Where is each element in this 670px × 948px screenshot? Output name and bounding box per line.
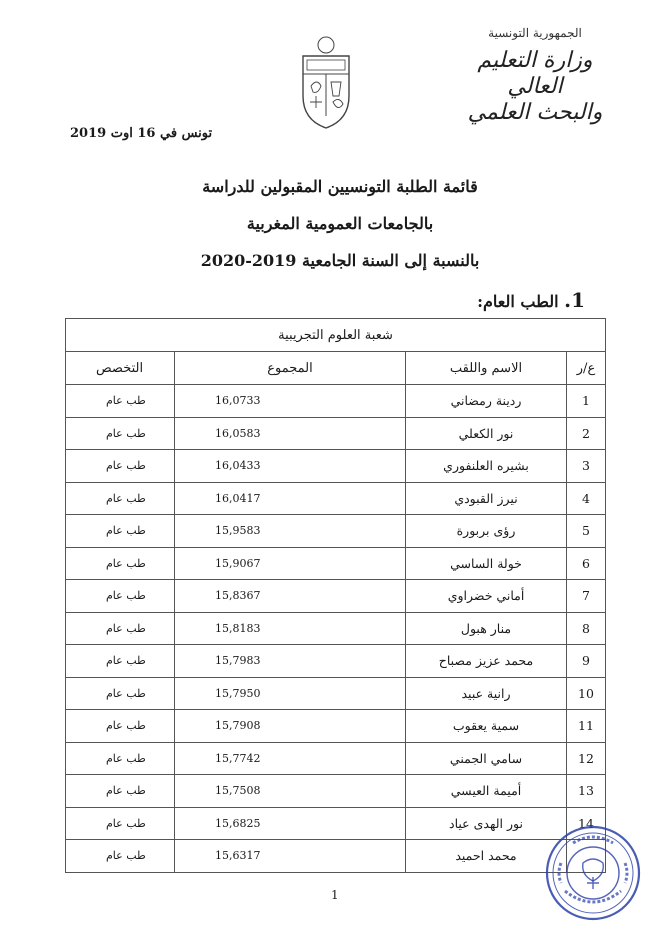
student-score: 16,0417 bbox=[175, 482, 406, 515]
table-row bbox=[66, 807, 606, 840]
title-line-2: بالجامعات العمومية المغربية bbox=[246, 214, 434, 233]
row-number: 8 bbox=[567, 612, 606, 645]
student-specialty: طب عام bbox=[66, 742, 175, 775]
student-score: 15,7742 bbox=[175, 742, 406, 775]
table-body bbox=[66, 385, 606, 873]
row-number: 5 bbox=[567, 515, 606, 548]
document-title bbox=[140, 168, 540, 279]
student-specialty: طب عام bbox=[66, 385, 175, 418]
row-number: 11 bbox=[567, 710, 606, 743]
student-score: 15,7508 bbox=[175, 775, 406, 808]
student-name: أماني خضراوي bbox=[406, 580, 567, 613]
student-score: 16,0433 bbox=[175, 450, 406, 483]
row-number: 10 bbox=[567, 677, 606, 710]
student-specialty: طب عام bbox=[66, 450, 175, 483]
ministry-seal-stamp-icon bbox=[543, 823, 643, 923]
student-specialty: طب عام bbox=[66, 482, 175, 515]
student-score: 16,0733 bbox=[175, 385, 406, 418]
student-score: 15,6825 bbox=[175, 807, 406, 840]
table-row bbox=[66, 417, 606, 450]
table-row bbox=[66, 580, 606, 613]
table-row bbox=[66, 482, 606, 515]
student-score: 15,8367 bbox=[175, 580, 406, 613]
student-name: نيرز القبودي bbox=[406, 482, 567, 515]
section-label: الطب العام: bbox=[477, 292, 559, 311]
student-score: 16,0583 bbox=[175, 417, 406, 450]
table-row bbox=[66, 775, 606, 808]
row-number: 12 bbox=[567, 742, 606, 775]
table-row bbox=[66, 385, 606, 418]
student-score: 15,7950 bbox=[175, 677, 406, 710]
section-number: 1. bbox=[564, 288, 585, 312]
student-specialty: طب عام bbox=[66, 807, 175, 840]
header-name: الاسم واللقب bbox=[406, 352, 567, 385]
table-row bbox=[66, 710, 606, 743]
header-specialty: التخصص bbox=[66, 352, 175, 385]
coat-of-arms-icon bbox=[297, 34, 355, 130]
student-name: أميمة العيسي bbox=[406, 775, 567, 808]
title-line-3: بالنسبة إلى السنة الجامعية 2019-2020 bbox=[200, 251, 480, 270]
students-table bbox=[65, 318, 606, 873]
student-specialty: طب عام bbox=[66, 710, 175, 743]
ministry-header bbox=[460, 26, 610, 126]
student-score: 15,6317 bbox=[175, 840, 406, 873]
row-number: 7 bbox=[567, 580, 606, 613]
row-number: 1 bbox=[567, 385, 606, 418]
student-specialty: طب عام bbox=[66, 677, 175, 710]
table-row bbox=[66, 515, 606, 548]
row-number: 14 bbox=[567, 807, 606, 840]
student-name: محمد عزيز مصباح bbox=[406, 645, 567, 678]
student-specialty: طب عام bbox=[66, 515, 175, 548]
ministry-name-line2: والبحث العلمي bbox=[467, 100, 603, 125]
student-name: سمية يعقوب bbox=[406, 710, 567, 743]
republic-label: الجمهورية التونسية bbox=[488, 26, 582, 40]
row-number: 3 bbox=[567, 450, 606, 483]
student-name: سامي الجمني bbox=[406, 742, 567, 775]
row-number: 4 bbox=[567, 482, 606, 515]
student-name: نور الهدى عياد bbox=[406, 807, 567, 840]
table-row bbox=[66, 840, 606, 873]
student-name: منار هبول bbox=[406, 612, 567, 645]
student-score: 15,7983 bbox=[175, 645, 406, 678]
document-date: تونس في 16 اوت 2019 bbox=[70, 126, 213, 141]
row-number: 6 bbox=[567, 547, 606, 580]
student-specialty: طب عام bbox=[66, 775, 175, 808]
table-row bbox=[66, 450, 606, 483]
row-number: 13 bbox=[567, 775, 606, 808]
student-specialty: طب عام bbox=[66, 645, 175, 678]
row-number: 9 bbox=[567, 645, 606, 678]
table-row bbox=[66, 742, 606, 775]
student-name: رؤى بربورة bbox=[406, 515, 567, 548]
table-header-row bbox=[66, 352, 606, 385]
student-specialty: طب عام bbox=[66, 840, 175, 873]
ministry-name-line1: وزارة التعليم العالي bbox=[477, 48, 593, 99]
student-score: 15,8183 bbox=[175, 612, 406, 645]
page-number: 1 bbox=[331, 888, 339, 902]
student-specialty: طب عام bbox=[66, 417, 175, 450]
student-name: خولة الساسي bbox=[406, 547, 567, 580]
student-score: 15,9583 bbox=[175, 515, 406, 548]
student-score: 15,7908 bbox=[175, 710, 406, 743]
row-number: 2 bbox=[567, 417, 606, 450]
table-caption: شعبة العلوم التجريبية bbox=[66, 319, 606, 352]
header-score: المجموع bbox=[175, 352, 406, 385]
student-specialty: طب عام bbox=[66, 580, 175, 613]
student-score: 15,9067 bbox=[175, 547, 406, 580]
student-name: ردينة رمضاني bbox=[406, 385, 567, 418]
student-name: رانية عبيد bbox=[406, 677, 567, 710]
student-specialty: طب عام bbox=[66, 612, 175, 645]
table-row bbox=[66, 645, 606, 678]
table-row bbox=[66, 612, 606, 645]
student-name: نور الكعلي bbox=[406, 417, 567, 450]
student-specialty: طب عام bbox=[66, 547, 175, 580]
header-no: ع/ر bbox=[567, 352, 606, 385]
table-row bbox=[66, 547, 606, 580]
student-name: محمد احميد bbox=[406, 840, 567, 873]
table-row bbox=[66, 677, 606, 710]
section-heading bbox=[477, 288, 585, 312]
title-line-1: قائمة الطلبة التونسيين المقبولين للدراسة bbox=[202, 177, 478, 196]
student-name: بشيره العلنفوري bbox=[406, 450, 567, 483]
